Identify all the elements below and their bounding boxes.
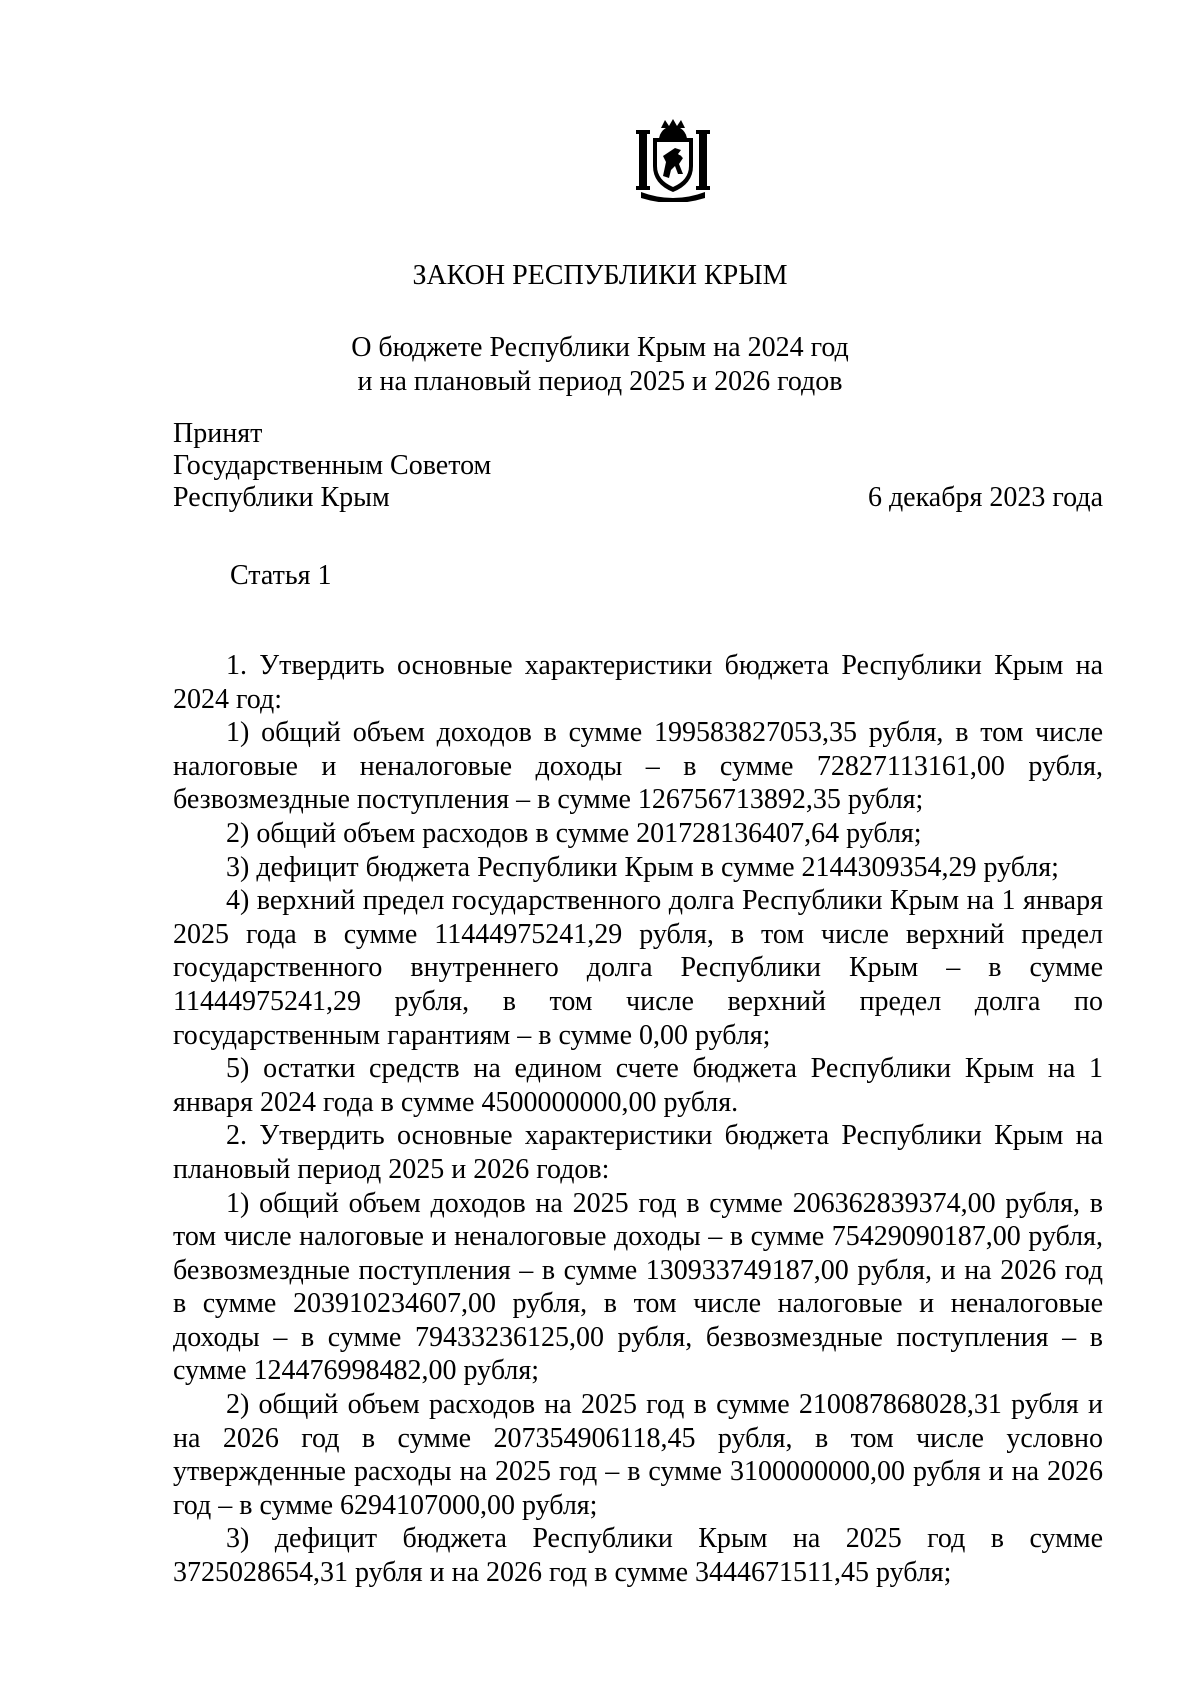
article-paragraph: 2. Утвердить основные характеристики бюджета Республики Крым на плановый период 2025 и 2026 годов:: [173, 1120, 1103, 1185]
adoption-line: Государственным Советом: [173, 450, 492, 481]
article-title: Статья 1: [230, 560, 332, 591]
adoption-date: 6 декабря 2023 года: [867, 482, 1103, 513]
article-paragraph: 1) общий объем доходов на 2025 год в сумме 206362839374,00 рубля, в том числе налоговые и неналоговые доходы – в сумме 75429090187,00 рубля, безвозмездные поступления – в сумме 130933749187,00 рубля, и на 2026 год в сумме 203910234607,00 рубля, в том числе налоговые и неналоговые доходы – в сумме 79433236125,00 рубля, безвозмездные поступления – в сумме 124476998482,00 рубля;: [173, 1187, 1103, 1387]
article-body: [173, 649, 1103, 1590]
subtitle-line: и на плановый период 2025 и 2026 годов: [357, 366, 843, 397]
article-paragraph: 3) дефицит бюджета Республики Крым в сумме 2144309354,29 рубля;: [226, 851, 1059, 883]
article-paragraph: 4) верхний предел государственного долга Республики Крым на 1 января 2025 года в сумме 11444975241,29 рубля, в том числе верхний предел государственного внутреннего долга Республики Крым – в сумме 11444975241,29 рубля, в том числе верхний предел долга по государственным гарантиям – в сумме 0,00 рубля;: [173, 885, 1103, 1051]
article-paragraph: 2) общий объем расходов на 2025 год в сумме 210087868028,31 рубля и на 2026 год в сумме 207354906118,45 рубля, в том числе условно утвержденные расходы на 2025 год – в сумме 3100000000,00 рубля и на 2026 год – в сумме 6294107000,00 рубля;: [173, 1389, 1103, 1521]
article-paragraph: 1. Утвердить основные характеристики бюджета Республики Крым на 2024 год:: [173, 650, 1103, 715]
law-subtitle: [0, 331, 1200, 399]
article-paragraph: 1) общий объем доходов в сумме 199583827053,35 рубля, в том числе налоговые и неналоговые доходы – в сумме 72827113161,00 рубля, безвозмездные поступления – в сумме 126756713892,35 рубля;: [173, 717, 1103, 816]
subtitle-line: О бюджете Республики Крым на 2024 год: [351, 332, 849, 363]
adoption-line: Республики Крым: [173, 482, 390, 513]
article-paragraph: 3) дефицит бюджета Республики Крым на 2025 год в сумме 3725028654,31 рубля и на 2026 год в сумме 3444671511,45 рубля;: [173, 1523, 1103, 1589]
adoption-block: [173, 418, 491, 514]
law-title: ЗАКОН РЕСПУБЛИКИ КРЫМ: [412, 260, 788, 291]
crimea-coat-of-arms-icon: [633, 118, 713, 202]
adoption-line: Принят: [173, 418, 263, 449]
article-paragraph: 5) остатки средств на едином счете бюджета Республики Крым на 1 января 2024 года в сумме 4500000000,00 рубля.: [173, 1053, 1103, 1118]
article-paragraph: 2) общий объем расходов в сумме 201728136407,64 рубля;: [226, 817, 922, 849]
